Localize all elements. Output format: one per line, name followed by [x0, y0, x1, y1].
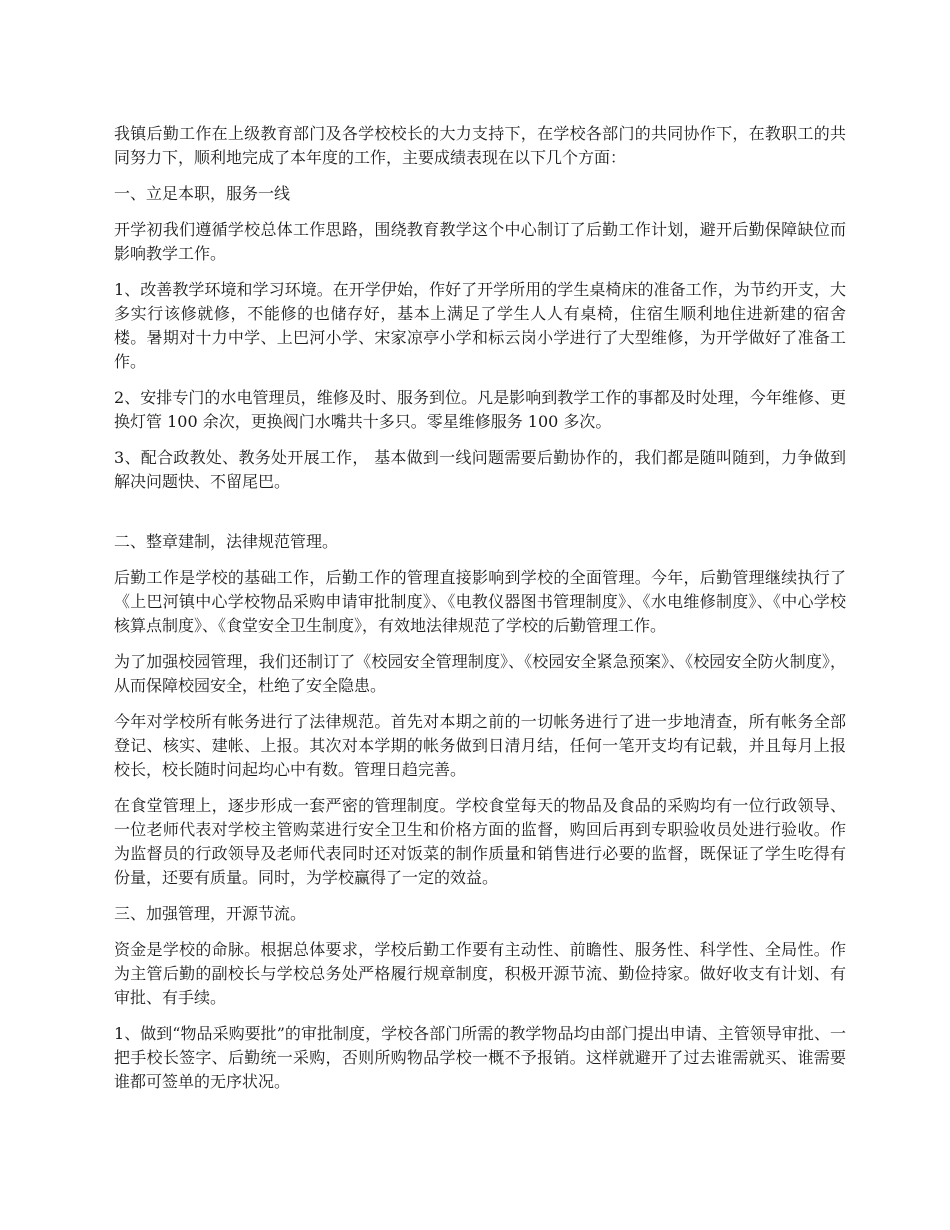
section-3-paragraph-1: 资金是学校的命脉。根据总体要求，学校后勤工作要有主动性、前瞻性、服务性、科学性、全局性。作为主管后勤的副校长与学校总务处严格履行规章制度，积极开源节流、勤俭持家。做好收支有计划、有审批、有手续。 — [114, 940, 846, 1007]
section-2-paragraph-2: 为了加强校园管理，我们还制订了《校园安全管理制度》、《校园安全紧急预案》、《校园安全防火制度》，从而保障校园安全，杜绝了安全隐患。 — [114, 652, 846, 695]
section-2-paragraph-4: 在食堂管理上，逐步形成一套严密的管理制度。学校食堂每天的物品及食品的采购均有一位行政领导、一位老师代表对学校主管购菜进行安全卫生和价格方面的监督，购回后再到专职验收员处进行验收。作为监督员的行政领导及老师代表同时还对饭菜的制作质量和销售进行必要的监督，既保证了学生吃得有份量，还要有质量。同时，为学校赢得了一定的效益。 — [114, 796, 846, 887]
document-body — [114, 122, 846, 1106]
section-1-paragraph-2: 1、改善教学环境和学习环境。在开学伊始，作好了开学所用的学生桌椅床的准备工作，为节约开支，大多实行该修就修，不能修的也储存好，基本上满足了学生人人有桌椅，住宿生顺利地住进新建的宿舍楼。暑期对十力中学、上巴河小学、宋家凉亭小学和标云岗小学进行了大型维修，为开学做好了准备工作。 — [114, 280, 846, 371]
section-1-paragraph-1: 开学初我们遵循学校总体工作思路，围绕教育教学这个中心制订了后勤工作计划，避开后勤保障缺位而影响教学工作。 — [114, 220, 846, 263]
section-1-paragraph-4: 3、配合政教处、教务处开展工作， 基本做到一线问题需要后勤协作的，我们都是随叫随到，力争做到解决问题快、不留尾巴。 — [114, 448, 846, 491]
intro-paragraph: 我镇后勤工作在上级教育部门及各学校校长的大力支持下，在学校各部门的共同协作下，在教职工的共同努力下，顺利地完成了本年度的工作，主要成绩表现在以下几个方面： — [114, 124, 846, 167]
section-2-paragraph-3: 今年对学校所有帐务进行了法律规范。首先对本期之前的一切帐务进行了进一步地清查，所有帐务全部登记、核实、建帐、上报。其次对本学期的帐务做到日清月结，任何一笔开支均有记载，并且每月上报校长，校长随时问起均心中有数。管理日趋完善。 — [114, 712, 846, 779]
section-3-paragraph-2: 1、做到“物品采购要批”的审批制度，学校各部门所需的教学物品均由部门提出申请、主管领导审批、一把手校长签字、后勤统一采购，否则所购物品学校一概不予报销。这样就避开了过去谁需就买、谁需要谁都可签单的无序状况。 — [114, 1024, 846, 1091]
section-heading-1: 一、立足本职，服务一线 — [114, 184, 291, 203]
section-2-paragraph-1: 后勤工作是学校的基础工作，后勤工作的管理直接影响到学校的全面管理。今年，后勤管理继续执行了《上巴河镇中心学校物品采购申请审批制度》、《电教仪器图书管理制度》、《水电维修制度》、《中心学校核算点制度》、《食堂安全卫生制度》，有效地法律规范了学校的后勤管理工作。 — [114, 568, 846, 635]
section-heading-2: 二、整章建制，法律规范管理。 — [114, 532, 339, 551]
section-heading-3: 三、加强管理，开源节流。 — [114, 904, 307, 923]
section-1-paragraph-3: 2、安排专门的水电管理员，维修及时、服务到位。凡是影响到教学工作的事都及时处理，今年维修、更换灯管 100 余次，更换阀门水嘴共十多只。零星维修服务 100 多次。 — [114, 388, 846, 431]
blank-line — [114, 506, 846, 530]
